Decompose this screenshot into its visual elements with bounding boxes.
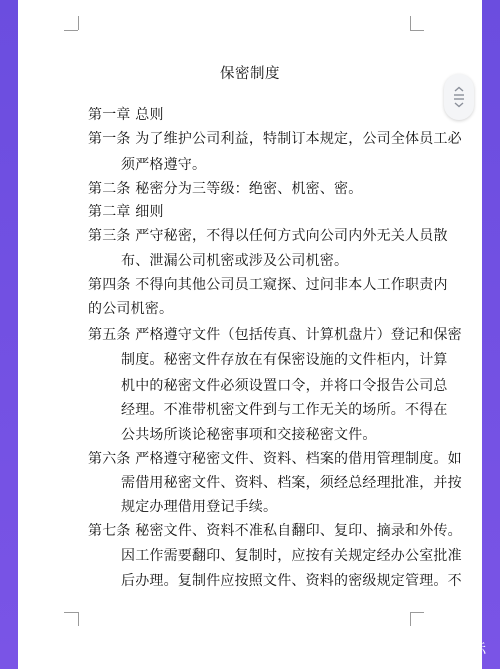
watermark-text: @人生路标: [410, 639, 486, 658]
document-line: 须严格遵守。: [121, 157, 207, 173]
document-line: 第六条 严格遵守秘密文件、资料、档案的借用管理制度。如: [88, 451, 462, 467]
circle-logo-icon: [383, 637, 405, 659]
document-line: 第四条 不得向其他公司员工窥探、过问非本人工作职责内: [88, 277, 448, 293]
document-line: 第一章 总则: [88, 107, 164, 123]
document-line: 后办理。复制件应按照文件、资料的密级规定管理。不: [121, 573, 462, 589]
crop-mark: [410, 612, 411, 626]
crop-mark: [410, 30, 424, 31]
document-line: 第三条 严守秘密，不得以任何方式向公司内外无关人员散: [88, 228, 448, 244]
document-line: 布、泄漏公司机密或涉及公司机密。: [121, 253, 349, 269]
document-line: 规定办理借用登记手续。: [121, 499, 278, 515]
document-line: 因工作需要翻印、复制时，应按有关规定经办公室批准: [121, 548, 462, 564]
document-title: 保密制度: [220, 66, 280, 82]
document-line: 机中的秘密文件必须设置口令，并将口令报告公司总: [121, 378, 448, 394]
scroll-handle-icon: [452, 86, 466, 108]
document-line: 第五条 严格遵守文件（包括传真、计算机盘片）登记和保密: [88, 327, 462, 343]
crop-mark: [410, 16, 411, 30]
document-line: 第二条 秘密分为三等级：绝密、机密、密。: [88, 181, 363, 197]
document-line: 公共场所谈论秘密事项和交接秘密文件。: [121, 427, 377, 443]
document-line: 第二章 细则: [88, 204, 164, 220]
document-line: 第一条 为了维护公司利益，特制订本规定，公司全体员工必: [88, 131, 462, 147]
crop-mark: [78, 16, 79, 30]
crop-mark: [78, 612, 79, 626]
document-line: 经理。不准带机密文件到与工作无关的场所。不得在: [121, 402, 448, 418]
document-line: 的公司机密。: [88, 301, 174, 317]
crop-mark: [410, 612, 424, 613]
document-line: 制度。秘密文件存放在有保密设施的文件柜内，计算: [121, 352, 448, 368]
crop-mark: [64, 30, 78, 31]
document-line: 需借用秘密文件、资料、档案，须经总经理批准，并按: [121, 475, 462, 491]
crop-mark: [64, 612, 78, 613]
watermark: [383, 637, 486, 659]
document-line: 第七条 秘密文件、资料不准私自翻印、复印、摘录和外传。: [88, 523, 462, 539]
